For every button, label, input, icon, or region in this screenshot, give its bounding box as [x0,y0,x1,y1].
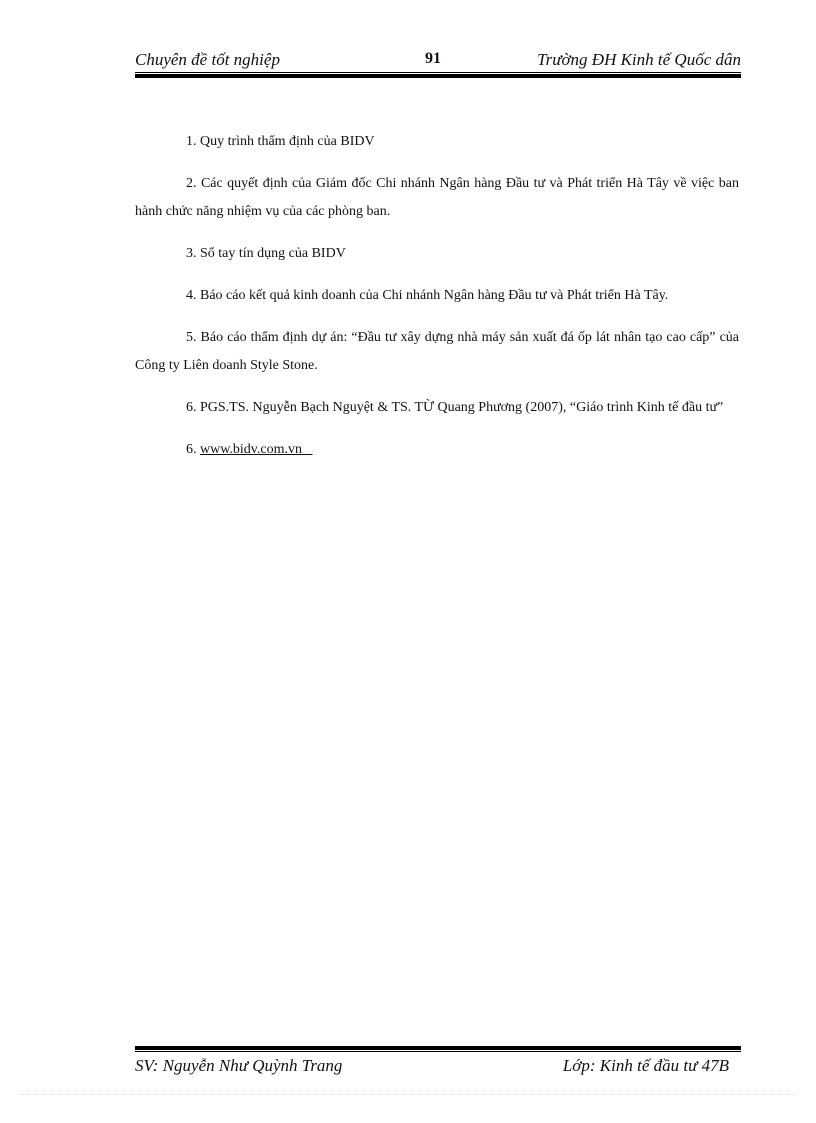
reference-item-4: 4. Báo cáo kết quả kinh doanh của Chi nhánh Ngân hàng Đầu tư và Phát triển Hà Tây. [186,288,669,303]
header-divider-thin [135,72,741,73]
footer-divider-thin [135,1051,741,1052]
page-footer [135,1054,741,1078]
header-thesis-title: Chuyên đề tốt nghiệp [135,50,280,69]
reference-list [135,128,739,478]
reference-item-7-prefix: 6. [186,442,200,457]
page-header [135,48,741,72]
header-divider [135,72,741,78]
reference-item-3: 3. Sổ tay tín dụng của BIDV [186,246,346,261]
footer-divider-thick [135,1046,741,1050]
reference-item-5: 5. Báo cáo thẩm định dự án: “Đầu tư xây dựng nhà máy sản xuất đá ốp lát nhân tạo cao cấp” của Công ty Liên doanh Style Stone. [135,330,739,373]
reference-item-1: 1. Quy trình thẩm định của BIDV [186,134,375,149]
header-page-number: 91 [425,50,441,67]
footer-divider [135,1046,741,1052]
reference-item-2: 2. Các quyết định của Giám đốc Chi nhánh Ngân hàng Đầu tư và Phát triển Hà Tây về việc ban hành chức năng nhiệm vụ của các phòng ban. [135,176,739,219]
bidv-website-link[interactable]: www.bidv.com.vn [200,442,313,457]
header-divider-thick [135,74,741,78]
reference-item-6: 6. PGS.TS. Nguyễn Bạch Nguyệt & TS. TỪ Quang Phương (2007), “Giáo trình Kinh tế đầu tư” [186,400,724,415]
reference-item-7 [135,436,739,464]
header-university: Trường ĐH Kinh tế Quốc dân [537,50,741,69]
footer-class-name: Lớp: Kinh tế đầu tư 47B [562,1056,729,1075]
footer-student-name: SV: Nguyễn Như Quỳnh Trang [135,1056,343,1075]
page-bottom-border [20,1094,796,1095]
